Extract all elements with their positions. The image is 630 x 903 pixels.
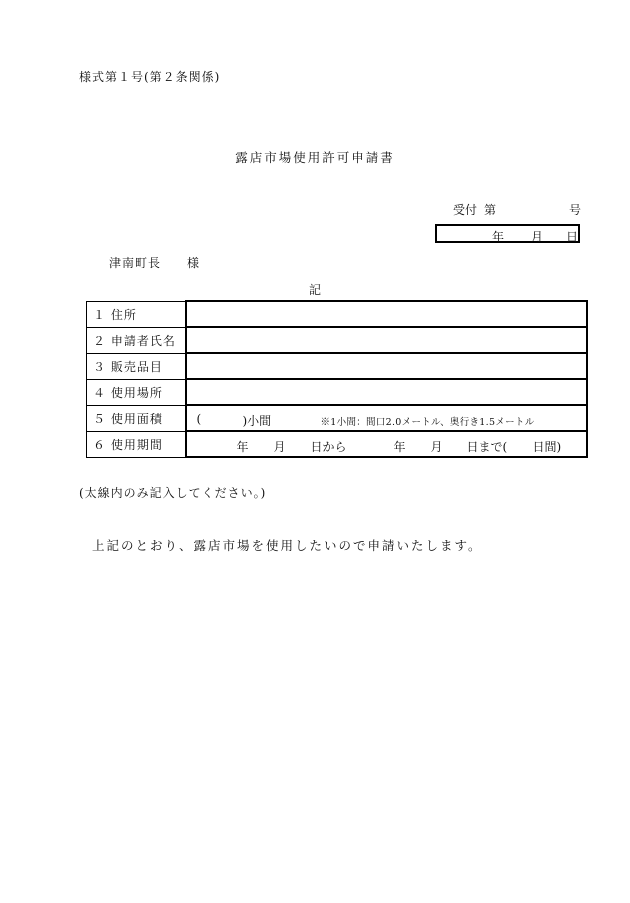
- table-row: [87, 353, 587, 379]
- table-row: [87, 327, 587, 353]
- usage-location-field[interactable]: [186, 379, 587, 405]
- document-title: 露店市場使用許可申請書: [235, 150, 395, 165]
- period-day-from: 日から: [310, 440, 347, 454]
- body-text: 上記のとおり、露店市場を使用したいので申請いたします。: [92, 538, 483, 553]
- table-row: [87, 431, 587, 457]
- instruction-note: (太線内のみ記入してください。): [79, 486, 267, 500]
- applicant-name-field[interactable]: [186, 327, 587, 353]
- usage-area-field[interactable]: [186, 405, 587, 431]
- receipt-go: 号: [569, 203, 582, 217]
- ki-heading: 記: [308, 283, 321, 297]
- period-days: 日間): [532, 440, 562, 454]
- receipt-label: 受付: [453, 203, 478, 217]
- row-label-sales-items: ３ 販売品目: [87, 353, 186, 379]
- period-month-2: 月: [430, 440, 443, 454]
- area-open-paren: (: [196, 412, 202, 426]
- row-label-applicant-name: ２ 申請者氏名: [87, 327, 186, 353]
- period-day-until: 日まで(: [466, 440, 508, 454]
- table-row: [87, 405, 587, 431]
- sales-items-field[interactable]: [186, 353, 587, 379]
- addressee: 津南町長 様: [109, 256, 201, 270]
- row-label-address: １ 住所: [87, 301, 186, 327]
- area-unit-label: )小間: [242, 414, 272, 428]
- application-table: [86, 300, 588, 458]
- area-note: ※1小間：間口2.0メートル、奥行き1.5メートル: [320, 417, 535, 428]
- row-label-usage-period: ６ 使用期間: [87, 431, 186, 457]
- table-row: [87, 379, 587, 405]
- receipt-year: 年: [492, 230, 505, 244]
- period-month-1: 月: [273, 440, 286, 454]
- period-year-1: 年: [236, 440, 249, 454]
- row-label-usage-location: ４ 使用場所: [87, 379, 186, 405]
- receipt-date-box: [435, 224, 580, 243]
- receipt-dai: 第: [484, 203, 497, 217]
- row-label-usage-area: ５ 使用面積: [87, 405, 186, 431]
- receipt-month: 月: [531, 230, 544, 244]
- form-number: 様式第１号(第２条関係): [79, 70, 221, 84]
- table-row: [87, 301, 587, 327]
- address-field[interactable]: [186, 301, 587, 327]
- receipt-day: 日: [566, 230, 579, 244]
- usage-period-field[interactable]: [186, 431, 587, 457]
- period-year-2: 年: [393, 440, 406, 454]
